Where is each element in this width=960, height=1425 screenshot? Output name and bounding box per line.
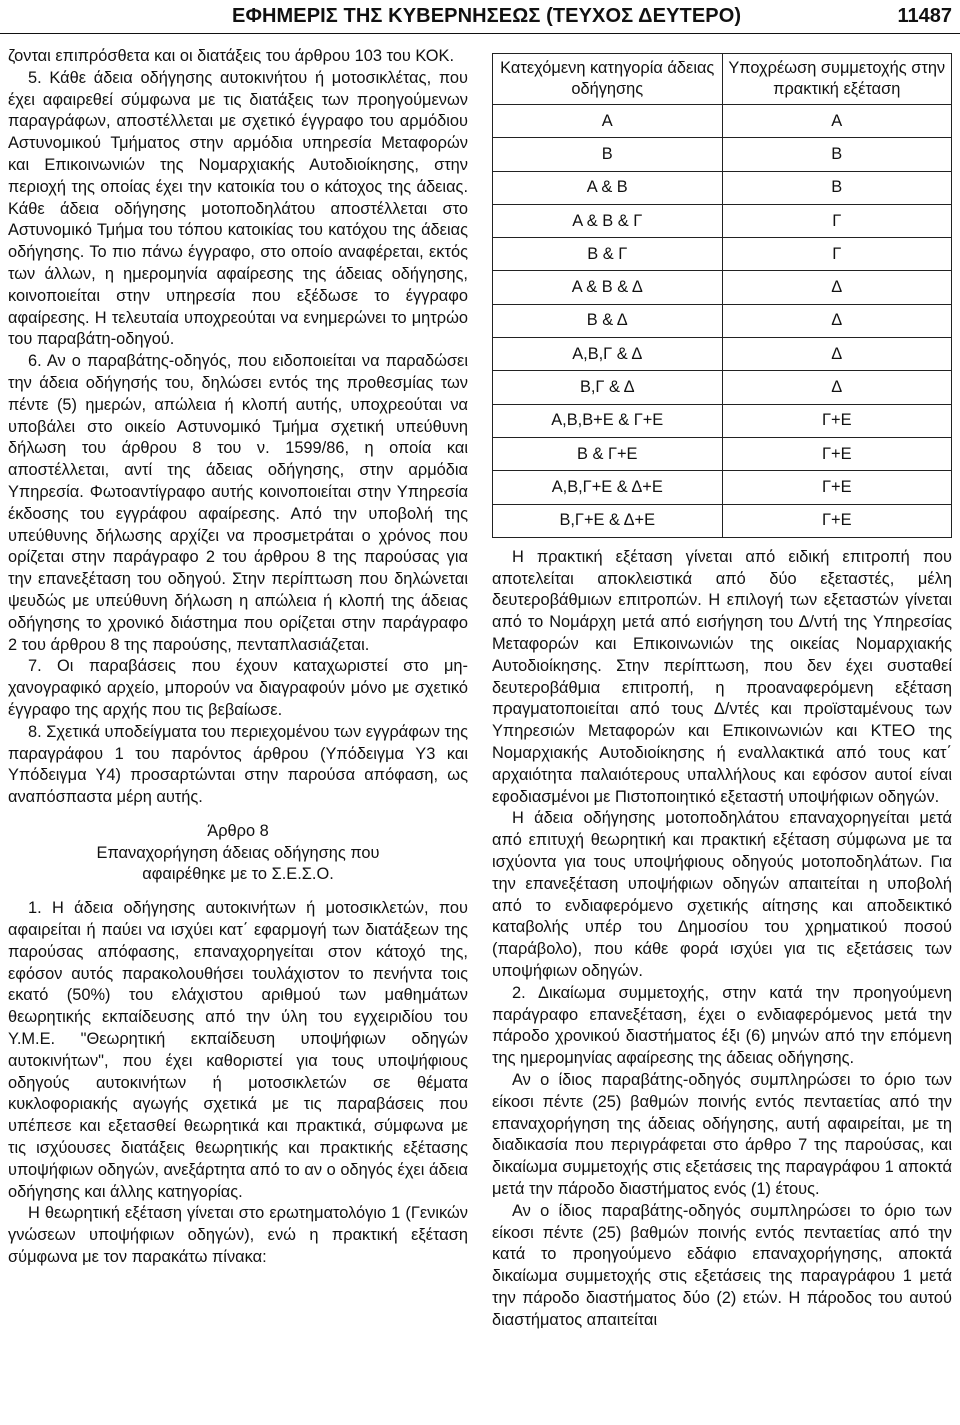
exam-category-cell: Γ xyxy=(722,238,952,271)
paragraph: ζονται επιπρόσθετα και οι διατάξεις του άρθρου 103 του ΚΟΚ. xyxy=(8,47,455,65)
table-row xyxy=(493,504,952,537)
held-category-cell: Α & Β xyxy=(493,171,723,204)
held-category-cell: Β,Γ+Ε & Δ+Ε xyxy=(493,504,723,537)
gazette-title: ΕΦΗΜΕΡΙΣ ΤΗΣ ΚΥΒΕΡΝΗΣΕΩΣ (ΤΕΥΧΟΣ ΔΕΥΤΕΡΟ) xyxy=(232,5,742,27)
article-8-paragraph-1: 1. Η άδεια οδήγησης αυτοκινήτων ή μοτοσικλετών, που αφαιρείται ή παύει να ισχύει κατ΄ εφαρμογή των διατάξεων της παρούσας απόφασης, επαναχορηγείται στον κάτοχό της, εφόσον αυτός παρακολουθήσει τουλάχιστον το πενήντα τοις εκατό (50%) του ελάχιστου αριθμού των μαθημάτων θεωρητικής εκπαίδευσης από την ύλη του εγχειριδίου του Υ.Μ.Ε. "Θεωρητική εκπαίδευση υποψήφιων οδηγών αυτοκινήτων", που έχει καθοριστεί για τους υποψήφιους οδηγούς αυτοκινήτων ή μοτοσικλετών σε θέματα κυκλοφοριακής αγωγής σχετικά με τις παραβάσεις που υπέπεσε και εξετασθεί θεωρητικά και πρακτικά, σύμφωνα με τις ισχύουσες διατάξεις θεωρητικής και πρακτικής εξέτασης υποψήφιων οδηγών, ανεξάρτητα από το αν ο οδηγός έχει άδεια οδήγησης και άλλης κατηγορίας. xyxy=(8,899,468,1201)
held-category-cell: Α,Β,Γ+Ε & Δ+Ε xyxy=(493,471,723,504)
exam-category-cell: Δ xyxy=(722,371,952,404)
table-row xyxy=(493,238,952,271)
held-category-cell: Α,Β,Β+Ε & Γ+Ε xyxy=(493,404,723,437)
page-header xyxy=(0,0,960,34)
held-category-cell: Β & Γ+Ε xyxy=(493,437,723,470)
held-category-cell: Β,Γ & Δ xyxy=(493,371,723,404)
exam-category-cell: Γ xyxy=(722,204,952,237)
table-row xyxy=(493,404,952,437)
table-row xyxy=(493,437,952,470)
article-title: Επαναχορήγηση άδειας οδήγησης που αφαιρέθηκε με το Σ.Ε.Σ.Ο. xyxy=(96,843,380,884)
spacer xyxy=(8,886,468,898)
table-row xyxy=(493,171,952,204)
table-row xyxy=(493,138,952,171)
paragraph: Αν ο ίδιος παραβάτης-οδηγός συμπληρώσει το όριο των είκοσι πέντε (25) βαθμών ποινής εντός πενταετίας από την κατά το προηγούμενο εδάφιο επαναχορήγησης, αποκτά δικαίωμα συμμετοχής στις εξετάσεις της παραγράφου 1 μετά την πάροδο διαστήματος δύο (2) ετών. Η πάροδος του αυτού διαστήματος απαιτείται xyxy=(492,1201,952,1329)
paragraph-2: 2. Δικαίωμα συμμετοχής, στην κατά την προηγούμενη παράγραφο επανεξέταση, έχει ο ενδιαφερόμενος μετά την πάροδο χρονικού διαστήματος έξι (6) μηνών από την επόμενη της ημερομηνίας αφαίρεσης της άδειας οδήγησης. xyxy=(492,983,952,1068)
paragraph: Αν ο ίδιος παραβάτης-οδηγός συμπληρώσει το όριο των είκοσι πέντε (25) βαθμών ποινής εντός πενταετίας από την επαναχορήγηση της άδειας οδήγησης, αυτή αφαιρείται, με τη διαδικασία που περιγράφεται στο άρθρο 7 της παρούσας, και δικαίωμα συμμετοχής στις εξετάσεις της παραγράφου 1 αποκτά μετά την πάροδο διαστήματος ενός (1) έτους. xyxy=(492,1070,952,1198)
exam-category-cell: Α xyxy=(722,105,952,138)
paragraph: Η άδεια οδήγησης μοτοποδηλάτου επαναχορηγείται μετά από επιτυχή θεωρητική και πρακτική εξέταση σύμφωνα με τα ισχύοντα για τους υποψήφιους οδηγούς μοτοποδηλάτων. Για την επανεξέταση υποψήφιων οδηγών απαιτείται η υποβολή από το ενδιαφερόμενο σχετικής αίτησης και αποδεικτικό καταβολής υπέρ του Δημοσίου του χρηματικού ποσού (παράβολο), που κάθε φορά ισχύει για τις εξετάσεις των υποψήφιων οδηγών. xyxy=(492,809,952,980)
table-row xyxy=(493,304,952,337)
exam-category-cell: Δ xyxy=(722,338,952,371)
right-column xyxy=(492,46,952,1332)
table-row xyxy=(493,105,952,138)
paragraph-6: 6. Αν ο παραβάτης-οδηγός, που ειδοποιείται να παραδώσει την άδεια οδήγησής του, δηλώσει εντός της προθεσμίας των πέντε (5) ημερών, απώλεια ή κλοπή αυτής, υποχρεούται να υποβάλει στο οικείο Αστυνομικό Τμήμα σχετική υπεύθυνη δήλωση του άρθρου 8 του ν. 1599/86, η οποία και αποστέλλεται, αντί της άδειας οδήγησης, στην αρμόδια Υπηρεσία. Φωτοαντίγραφο αυτής κοινοποιείται στην Υπηρεσία έκδοσης του εγγράφου αφαίρεσης. Από την υποβολή της υπεύθυνης δήλωσης αρχίζει να προσμετράται ο χρόνος που ορίζεται στην παράγραφο 2 του άρθρου 8 της παρούσας για την επανεξέταση του οδηγού. Στην περίπτωση που δηλώνεται ψευδώς με υπεύθυνη δήλωση η απώλεια ή κλοπή της άδειας οδήγησης το χρονικό διάστημα που ορίζεται στην παράγραφο 2 του άρθρου 8 της παρούσης, πενταπλασιάζεται. xyxy=(8,352,468,654)
table-row xyxy=(493,338,952,371)
paragraph-5: 5. Κάθε άδεια οδήγησης αυτοκινήτου ή μοτοσικλέτας, που έχει αφαιρεθεί σύμφωνα με τις διατάξεις των προηγούμενων παραγράφων, αποστέλλεται με σχετικό έγγραφο του αρμόδιου Αστυνομικού Τμήματος στην αρμόδια υπηρεσία Μεταφορών και Επικοινωνιών της Νομαρχιακής Αυτοδιοίκησης, στην περιοχή της οποίας έχει την κατοικία του ο κάτοχος της άδειας. Κάθε άδεια οδήγησης μοτοποδηλάτου αποστέλλεται στο Αστυνομικό Τμήμα του τόπου κατοικίας του κατόχου της άδειας οδήγησης. Το πιο πάνω έγγραφο, στο οποίο αναφέρεται, εκτός των άλλων, η ημερομηνία αφαίρεσης της άδειας οδήγησης, κοινοποιείται στην υπηρεσία που εξέδωσε το έγγραφο αφαίρεσης. Η τελευταία υποχρεούται να ενημερώνει το μητρώο του παραβάτη-οδηγού. xyxy=(8,68,468,349)
held-category-cell: Α & Β & Γ xyxy=(493,204,723,237)
exam-category-cell: Β xyxy=(722,171,952,204)
table-row xyxy=(493,471,952,504)
exam-category-cell: Γ+Ε xyxy=(722,471,952,504)
page-number: 11487 xyxy=(897,5,952,27)
paragraph: Η θεωρητική εξέταση γίνεται στο ερωτηματολόγιο 1 (Γενικών γνώσεων υποψήφιων οδηγών), ενώ η πρακτική εξέταση σύμφωνα με τον παρακάτω πίνακα: xyxy=(8,1204,468,1267)
table-header-row xyxy=(493,54,952,105)
exam-category-cell: Γ+Ε xyxy=(722,504,952,537)
table-row xyxy=(493,271,952,304)
held-category-cell: Β xyxy=(493,138,723,171)
column-header-held-category: Κατεχόμενη κατηγορία άδειας οδήγησης xyxy=(493,54,723,105)
held-category-cell: Β & Δ xyxy=(493,304,723,337)
header-rule xyxy=(0,33,960,34)
exam-category-cell: Γ+Ε xyxy=(722,404,952,437)
held-category-cell: Α,Β,Γ & Δ xyxy=(493,338,723,371)
paragraph-7: 7. Οι παραβάσεις που έχουν καταχωριστεί στο μηχανογραφικό αρχείο, μπορούν να διαγραφούν μόνο με σχετικό έγγραφο της αρχής που τις βεβαίωσε. xyxy=(8,657,468,719)
held-category-cell: Α xyxy=(493,105,723,138)
exam-category-cell: Δ xyxy=(722,271,952,304)
held-category-cell: Α & Β & Δ xyxy=(493,271,723,304)
spacer xyxy=(8,809,468,821)
license-category-table xyxy=(492,53,952,538)
exam-category-cell: Γ+Ε xyxy=(722,437,952,470)
left-column xyxy=(8,46,468,1269)
exam-category-cell: Δ xyxy=(722,304,952,337)
table-row xyxy=(493,204,952,237)
paragraph-8: 8. Σχετικά υποδείγματα του περιεχομένου των εγγράφων της παραγράφου 1 του παρόντος άρθρου (Υπόδειγμα Υ3 και Υπόδειγμα Υ4) προσαρτώνται στην παρούσα απόφαση, ως αναπόσπαστα μέρη αυτής. xyxy=(8,722,468,807)
exam-category-cell: Β xyxy=(722,138,952,171)
table-row xyxy=(493,371,952,404)
article-heading: Άρθρο 8 xyxy=(207,821,269,840)
held-category-cell: Β & Γ xyxy=(493,238,723,271)
paragraph: Η πρακτική εξέταση γίνεται από ειδική επιτροπή που αποτελείται αποκλειστικά από δύο εξεταστές, μέλη δευτεροβάθμιων επιτροπών. Η επιλογή των εξεταστών γίνεται από το Νομάρχη μετά από εισήγηση του Δ/ντή της Υπηρεσίας Μεταφορών και Επικοινωνιών της οικείας Νομαρχιακής Αυτοδιοίκησης. Στην περίπτωση, που δεν έχει συσταθεί δευτεροβάθμια επιτροπή, η προαναφερόμενη εξέταση πραγματοποιείται από τους Δ/ντές και προϊσταμένους των Υπηρεσιών Μεταφορών και Επικοινωνιών και ΚΤΕΟ της Νομαρχιακής Αυτοδιοίκησης ή εναλλακτικά από τους κατ΄ αρχαιότητα παλαιότερους υπαλλήλους και εφόσον αυτοί είναι εφοδιασμένοι με Πιστοποιητικό εξεταστή υποψήφιων οδηγών. xyxy=(492,547,952,806)
column-header-exam-requirement: Υποχρέωση συμμετοχής στην πρακτική εξέταση xyxy=(722,54,952,105)
